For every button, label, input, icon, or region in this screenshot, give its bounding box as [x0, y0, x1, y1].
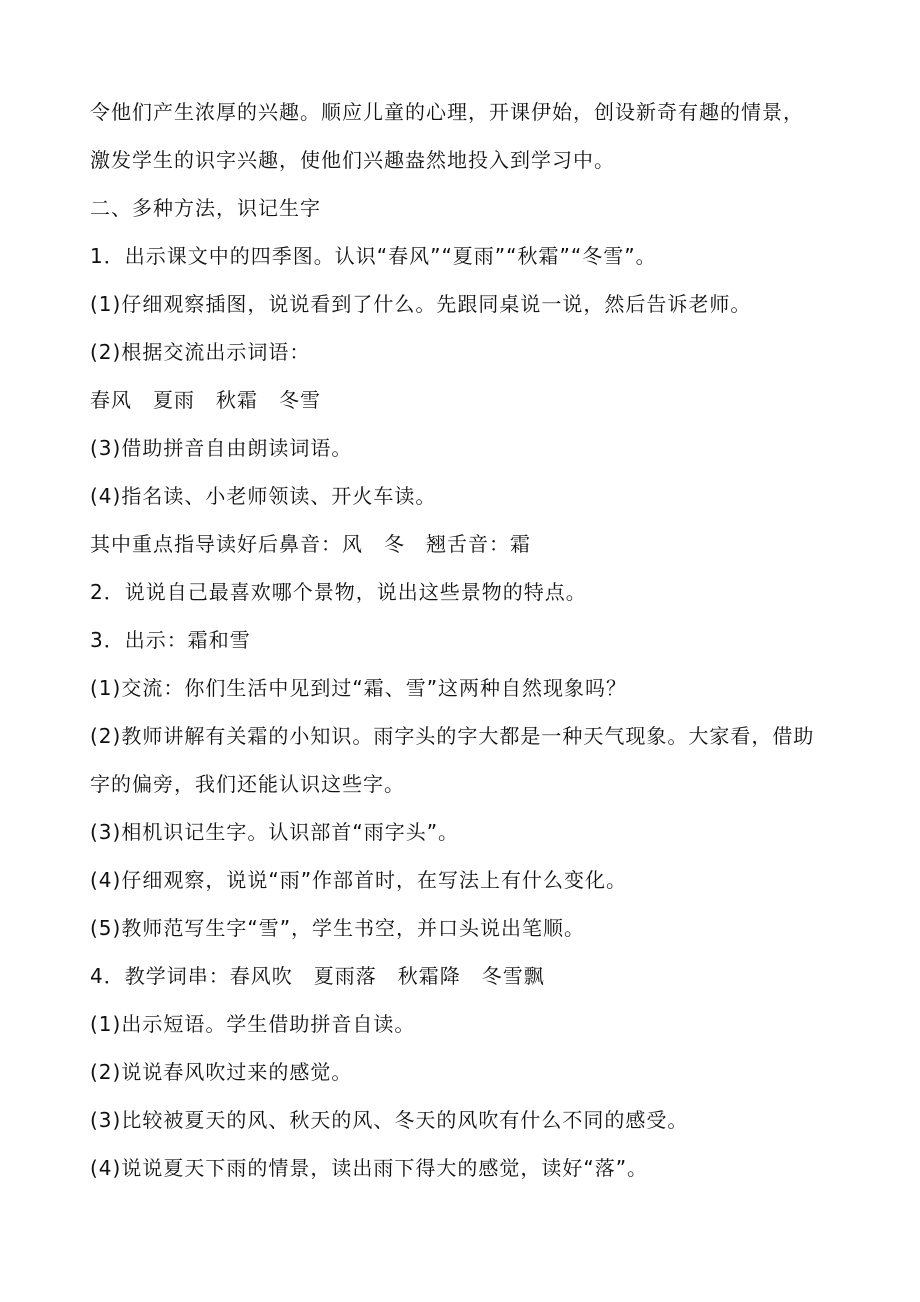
text-line-8: (3)借助拼音自由朗读词语。: [90, 436, 353, 460]
text-line-21: (2)说说春风吹过来的感觉。: [90, 1060, 353, 1084]
text-line-23: (4)说说夏天下雨的情景，读出雨下得大的感觉，读好“落”。: [90, 1156, 649, 1180]
text-line-12: 3．出示：霜和雪: [90, 628, 251, 652]
text-line-6: (2)根据交流出示词语：: [90, 340, 311, 364]
text-line-14: (2)教师讲解有关霜的小知识。雨字头的字大都是一种天气现象。大家看，借助: [90, 724, 815, 748]
text-line-9: (4)指名读、小老师领读、开火车读。: [90, 484, 437, 508]
text-line-4: 1．出示课文中的四季图。认识“春风”“夏雨”“秋霜”“冬雪”。: [90, 244, 657, 268]
text-line-15: 字的偏旁，我们还能认识这些字。: [90, 772, 405, 796]
section-heading: 二、多种方法，识记生字: [90, 196, 321, 220]
text-line-20: (1)出示短语。学生借助拼音自读。: [90, 1012, 416, 1036]
text-line-13: (1)交流：你们生活中见到过“霜、雪”这两种自然现象吗？: [90, 676, 628, 700]
text-line-16: (3)相机识记生字。认识部首“雨字头”。: [90, 820, 460, 844]
text-line-1: 令他们产生浓厚的兴趣。顺应儿童的心理，开课伊始，创设新奇有趣的情景，: [90, 100, 804, 124]
text-line-17: (4)仔细观察，说说“雨”作部首时，在写法上有什么变化。: [90, 868, 628, 892]
text-line-19: 4．教学词串：春风吹 夏雨落 秋霜降 冬雪飘: [90, 964, 545, 988]
text-line-18: (5)教师范写生字“雪”，学生书空，并口头说出笔顺。: [90, 916, 586, 940]
text-line-11: 2．说说自己最喜欢哪个景物，说出这些景物的特点。: [90, 580, 587, 604]
word-list: 春风 夏雨 秋霜 冬雪: [90, 388, 321, 412]
text-line-22: (3)比较被夏天的风、秋天的风、冬天的风吹有什么不同的感受。: [90, 1108, 689, 1132]
text-line-5: (1)仔细观察插图，说说看到了什么。先跟同桌说一说，然后告诉老师。: [90, 292, 752, 316]
text-line-10: 其中重点指导读好后鼻音：风 冬 翘舌音：霜: [90, 532, 531, 556]
text-line-2: 激发学生的识字兴趣，使他们兴趣盎然地投入到学习中。: [90, 148, 615, 172]
